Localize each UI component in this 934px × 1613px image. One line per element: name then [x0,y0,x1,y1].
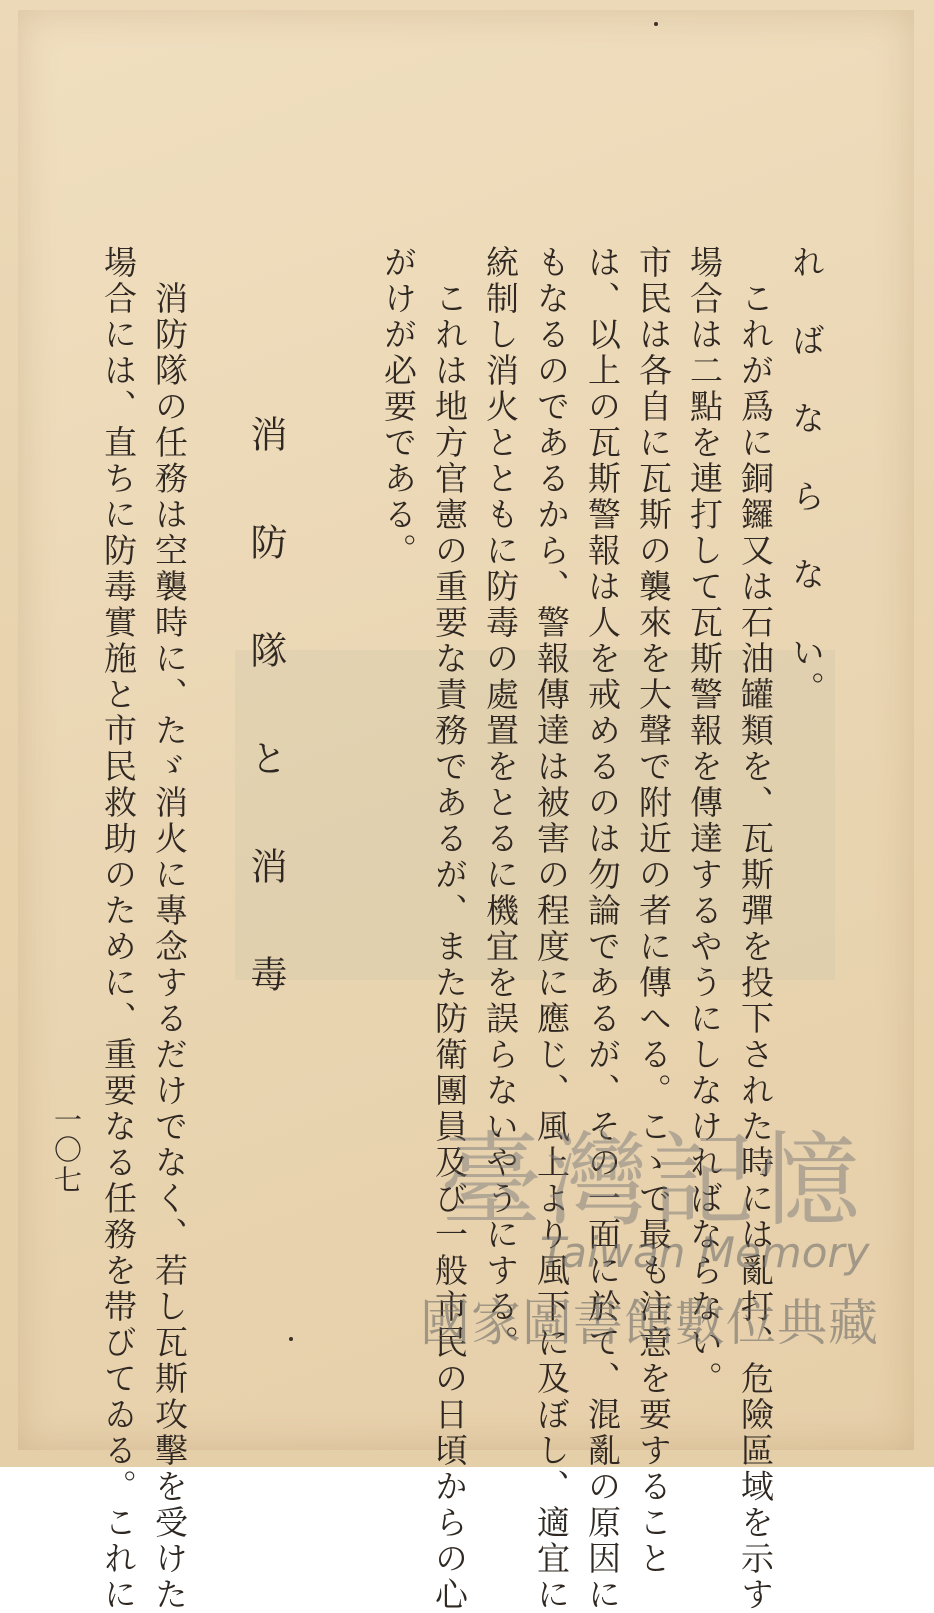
text-column-2: これが爲に銅鑼又は石油罐類を、瓦斯彈を投下された時には亂打、危險區域を示す [736,245,775,1613]
text-column-1: れ ば な ら な い。 [787,245,826,707]
watermark-english: Taiwan Memory [540,1228,870,1277]
text-column-7: 統制し消火とともに防毒の處置をとるに機宜を誤らないやうにする。 [481,245,520,1361]
text-column-9: がけが必要である。 [379,245,418,569]
text-column-6: もなるのであるから、警報傳達は被害の程度に應じ、風上より風下に及ぼし、適宜に [532,245,571,1613]
text-column-11: 場合には、直ちに防毒實施と市民救助のために、重要なる任務を帯びてゐる。これに [99,245,138,1613]
watermark-title: 臺灣記憶 [440,1122,864,1241]
page-number: 一〇七 [50,1105,83,1195]
text-column-5: は、以上の瓦斯警報は人を戒めるのは勿論であるが、その一面に於て、混亂の原因に [583,245,622,1613]
text-column-8: これは地方官憲の重要な責務であるが、また防衛團員及び一般市民の日頃からの心 [430,245,469,1613]
section-heading: 消 防 隊 と 消 毒 [244,415,287,1006]
text-column-4: 市民は各自に瓦斯の襲來を大聲で附近の者に傳へる。こゝで最も注意を要すること [634,245,673,1577]
watermark-subtitle: 國家圖書館數位典藏 [420,1294,879,1352]
text-column-10: 消防隊の任務は空襲時に、たゞ消火に專念するだけでなく、若し瓦斯攻擊を受けた [150,245,189,1613]
ink-speck [654,22,658,26]
ink-speck [289,1337,293,1341]
text-column-3: 場合は二點を連打して瓦斯警報を傳達するやうにしなければならない。 [685,245,724,1397]
